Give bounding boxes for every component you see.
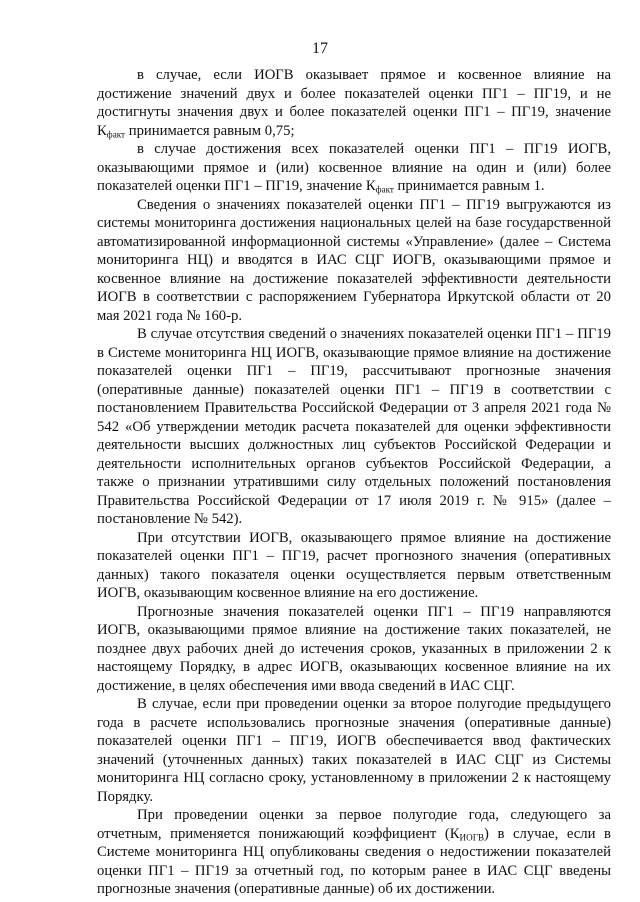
paragraph-text: принимается равным 0,75; xyxy=(125,122,295,139)
paragraph xyxy=(97,695,611,806)
paragraph xyxy=(97,196,611,326)
paragraph-text: в случае достижения всех показателей оценки ПГ1 – ПГ19 ИОГВ, оказывающими прямое и (или) косвенное влияние на один и (или) более показателей оценки ПГ1 – ПГ19, значение К xyxy=(97,141,611,194)
paragraph xyxy=(97,603,611,696)
paragraph xyxy=(97,140,611,196)
paragraph-text: В случае отсутствия сведений о значениях показателей оценки ПГ1 – ПГ19 в Системе мониторинга НЦ ИОГВ, оказывающие прямое влияние на достижение показателей оценки ПГ1 – ПГ19, рассчитывают прогнозные значения (оперативные данные) показателей оценки ПГ1 – ПГ19 в соответствии с постановлением Правительства Российской Федерации от 3 апреля 2021 года № 542 «Об утверждении методик расчета показателей для оценки эффективности деятельности высших должностных лиц субъектов Российской Федерации и деятельности исполнительных органов субъектов Российской Федерации, а также о признании утратившими силу отдельных положений постановления Правительства Российской Федерации от 17 июля 2019 г. № 915» (далее – постановление № 542). xyxy=(97,326,611,527)
paragraph xyxy=(97,529,611,603)
document-body xyxy=(97,66,611,899)
paragraph-text: При отсутствии ИОГВ, оказывающего прямое влияние на достижение показателей оценки ПГ1 – ПГ19, расчет прогнозного значения (оперативных данных) такого показателя оценки осуществляется первым ответственным ИОГВ, оказывающим косвенное влияние на его достижение. xyxy=(97,529,611,601)
paragraph-text: В случае, если при проведении оценки за второе полугодие предыдущего года в расчете использовались прогнозные значения (оперативные данные) показателей оценки ПГ1 – ПГ19, ИОГВ обеспечивается ввод фактических значений (уточненных данных) таких показателей в ИАС СЦГ из Системы мониторинга НЦ согласно сроку, установленному в приложении 2 к настоящему Порядку. xyxy=(97,696,611,805)
paragraph-text: ) в случае, если в Системе мониторинга НЦ опубликованы сведения о недостижении показателей оценки ПГ1 – ПГ19 за отчетный год, по которым ранее в ИАС СЦГ введены прогнозные значения (оперативные данные) об их достижении. xyxy=(97,825,611,897)
coefficient-subscript: факт xyxy=(375,184,394,195)
paragraph-text: Прогнозные значения показателей оценки ПГ1 – ПГ19 направляются ИОГВ, оказывающими прямое влияние на достижение таких показателей, не позднее двух рабочих дней до истечения сроков, указанных в приложении 2 к настоящему Порядку, в адрес ИОГВ, оказывающих косвенное влияние на их достижение, в целях обеспечения ими ввода сведений в ИАС СЦГ. xyxy=(97,603,611,694)
paragraph-text: принимается равным 1. xyxy=(393,178,545,194)
coefficient-subscript: ИОГВ xyxy=(459,831,485,842)
page-number: 17 xyxy=(312,40,328,57)
paragraph xyxy=(97,325,611,529)
paragraph-text: При проведении оценки за первое полугодие года, следующего за отчетным, применяется понижающий коэффициент (К xyxy=(97,807,611,842)
paragraph xyxy=(97,66,611,140)
coefficient-subscript: факт xyxy=(106,128,126,139)
paragraph-text: в случае, если ИОГВ оказывает прямое и косвенное влияние на достижение значений двух и более показателей оценки ПГ1 – ПГ19, и не достигнуты значения двух и более показателей оценки ПГ1 – ПГ19, значение К xyxy=(97,67,611,139)
paragraph-text: Сведения о значениях показателей оценки ПГ1 – ПГ19 выгружаются из системы мониторинга достижения национальных целей на базе государственной автоматизированной информационной системы «Управление» (далее – Система мониторинга НЦ) и вводятся в ИАС СЦГ ИОГВ, оказывающими прямое и косвенное влияние на достижение показателей эффективности деятельности ИОГВ в соответствии с распоряжением Губернатора Иркутской области от 20 мая 2021 года № 160-р. xyxy=(97,196,611,324)
paragraph xyxy=(97,806,611,899)
